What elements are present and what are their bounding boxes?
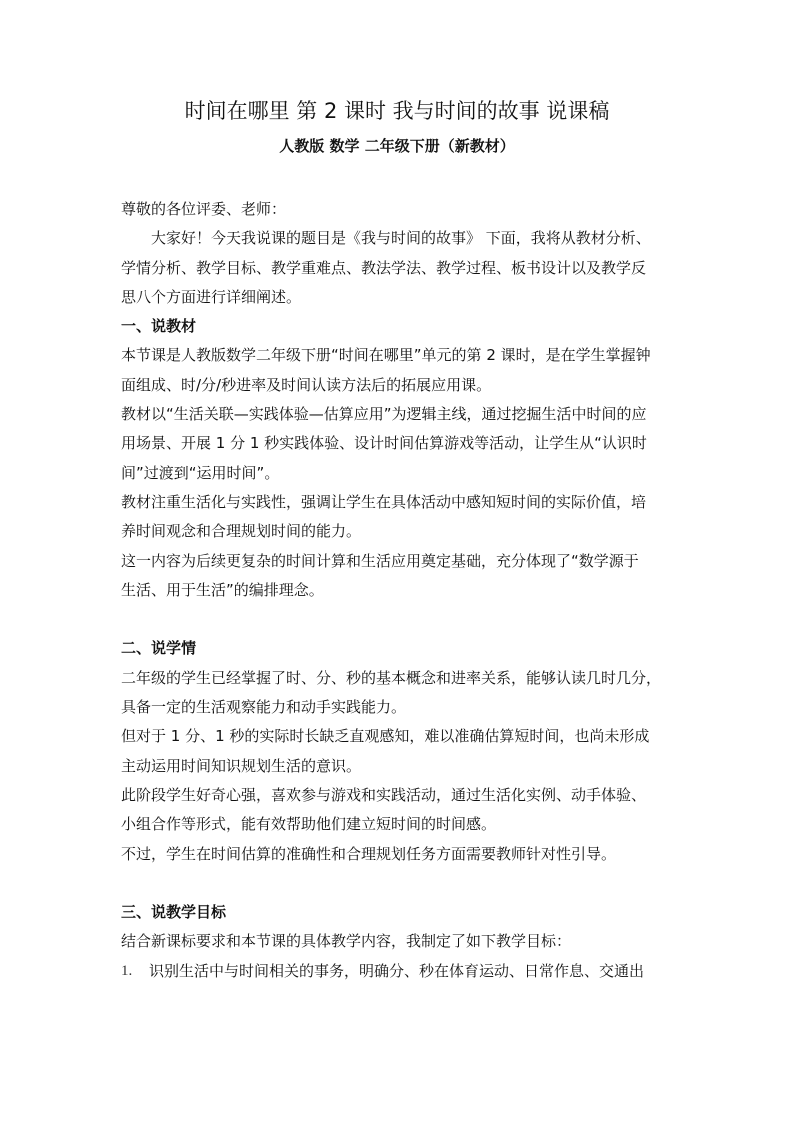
paragraph-spacer [121, 869, 686, 898]
paragraph-line: 二年级的学生已经掌握了时、分、秒的基本概念和进率关系，能够认读几时几分， [121, 668, 662, 687]
intro-line: 大家好！今天我说课的题目是《我与时间的故事》 下面，我将从教材分析、 [151, 229, 651, 248]
list-text: 识别生活中与时间相关的事务，明确分、秒在体育运动、日常作息、交通出 [149, 961, 645, 980]
intro-line: 学情分析、教学目标、教学重难点、教法学法、教学过程、板书设计以及教学反 [121, 258, 647, 277]
paragraph-spacer [121, 605, 686, 634]
section-heading-students: 二、说学情 [121, 639, 197, 658]
paragraph-line: 本节课是人教版数学二年级下册“时间在哪里”单元的第 2 课时，是在学生掌握钟 [121, 346, 651, 365]
paragraph-line: 面组成、时/分/秒进率及时间认读方法后的拓展应用课。 [121, 375, 492, 394]
paragraph-line: 教材注重生活化与实践性，强调让学生在具体活动中感知短时间的实际价值，培 [121, 492, 647, 511]
paragraph-line: 具备一定的生活观察能力和动手实践能力。 [121, 698, 407, 717]
paragraph-line: 结合新课标要求和本节课的具体教学内容，我制定了如下教学目标： [121, 932, 572, 951]
document-body [121, 195, 686, 986]
list-item [121, 957, 686, 986]
paragraph-line: 间”过渡到“运用时间”。 [121, 463, 280, 482]
document-title: 时间在哪里 第 2 课时 我与时间的故事 说课稿 [184, 99, 610, 123]
paragraph-line: 但对于 1 分、1 秒的实际时长缺乏直观感知，难以准确估算短时间，也尚未形成 [121, 727, 650, 746]
list-number: 1. [121, 962, 133, 979]
paragraph-line: 养时间观念和合理规划时间的能力。 [121, 522, 362, 541]
paragraph-line: 不过，学生在时间估算的准确性和合理规划任务方面需要教师针对性引导。 [121, 844, 617, 863]
paragraph-line: 教材以“生活关联—实践体验—估算应用”为逻辑主线，通过挖掘生活中时间的应 [121, 405, 647, 424]
paragraph-line: 主动运用时间知识规划生活的意识。 [121, 756, 362, 775]
paragraph-line: 小组合作等形式，能有效帮助他们建立短时间的时间感。 [121, 815, 497, 834]
paragraph-line: 这一内容为后续更复杂的时间计算和生活应用奠定基础，充分体现了“数学源于 [121, 551, 639, 570]
section-heading-textbook: 一、说教材 [121, 317, 197, 336]
greeting: 尊敬的各位评委、老师： [121, 200, 287, 218]
section-heading-objectives: 三、说教学目标 [121, 903, 227, 922]
intro-line: 思八个方面进行详细阐述。 [121, 287, 302, 306]
paragraph-line: 用场景、开展 1 分 1 秒实践体验、设计时间估算游戏等活动，让学生从“认识时 [121, 434, 647, 453]
paragraph-line: 生活、用于生活”的编排理念。 [121, 580, 324, 599]
paragraph-line: 此阶段学生好奇心强，喜欢参与游戏和实践活动，通过生活化实例、动手体验、 [121, 785, 647, 804]
document-subtitle: 人教版 数学 二年级下册（新教材） [279, 137, 515, 155]
